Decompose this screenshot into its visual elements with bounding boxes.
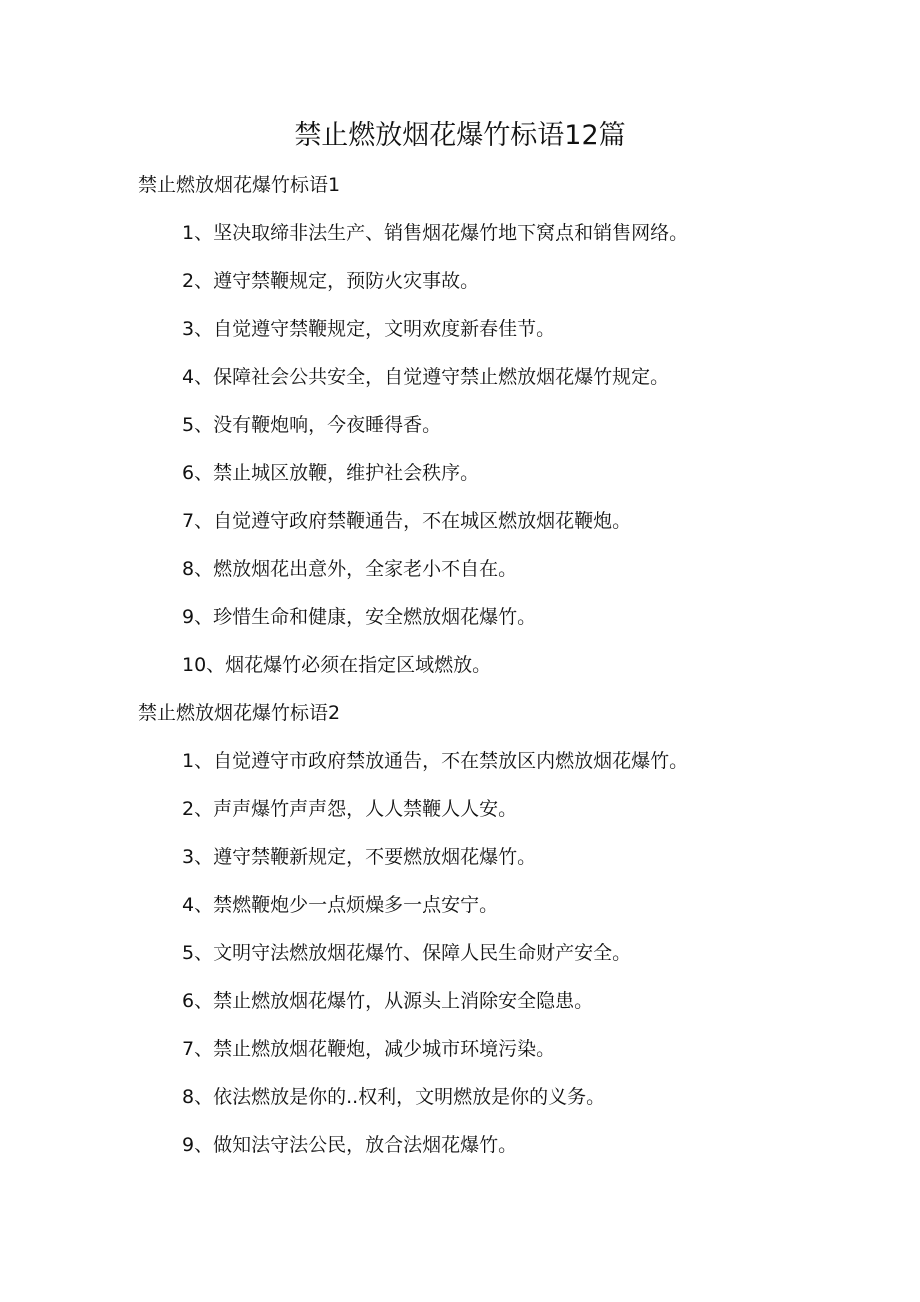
- slogan-item: 3、遵守禁鞭新规定，不要燃放烟花爆竹。: [182, 846, 537, 868]
- slogan-item: 2、声声爆竹声声怨，人人禁鞭人人安。: [182, 798, 518, 820]
- slogan-item: 6、禁止城区放鞭，维护社会秩序。: [182, 462, 480, 484]
- slogan-item: 5、文明守法燃放烟花爆竹、保障人民生命财产安全。: [182, 942, 632, 964]
- slogan-item: 2、遵守禁鞭规定，预防火灾事故。: [182, 270, 480, 292]
- slogan-item: 7、禁止燃放烟花鞭炮，减少城市环境污染。: [182, 1038, 556, 1060]
- slogan-item: 3、自觉遵守禁鞭规定，文明欢度新春佳节。: [182, 318, 556, 340]
- slogan-item: 10、烟花爆竹必须在指定区域燃放。: [182, 654, 492, 676]
- slogan-item: 8、燃放烟花出意外，全家老小不自在。: [182, 558, 518, 580]
- slogan-item: 6、禁止燃放烟花爆竹，从源头上消除安全隐患。: [182, 990, 594, 1012]
- slogan-item: 1、坚决取缔非法生产、销售烟花爆竹地下窝点和销售网络。: [182, 222, 689, 244]
- slogan-item: 9、珍惜生命和健康，安全燃放烟花爆竹。: [182, 606, 537, 628]
- slogan-item: 1、自觉遵守市政府禁放通告，不在禁放区内燃放烟花爆竹。: [182, 750, 689, 772]
- document-title: 禁止燃放烟花爆竹标语12篇: [294, 120, 626, 151]
- section-heading-2: 禁止燃放烟花爆竹标语2: [138, 702, 341, 724]
- slogan-item: 8、依法燃放是你的..权利，文明燃放是你的义务。: [182, 1086, 606, 1108]
- slogan-item: 9、做知法守法公民，放合法烟花爆竹。: [182, 1134, 518, 1156]
- slogan-item: 4、保障社会公共安全，自觉遵守禁止燃放烟花爆竹规定。: [182, 366, 670, 388]
- slogan-item: 4、禁燃鞭炮少一点烦燥多一点安宁。: [182, 894, 499, 916]
- slogan-item: 5、没有鞭炮响，今夜睡得香。: [182, 414, 442, 436]
- section-heading-1: 禁止燃放烟花爆竹标语1: [138, 174, 341, 196]
- slogan-item: 7、自觉遵守政府禁鞭通告，不在城区燃放烟花鞭炮。: [182, 510, 632, 532]
